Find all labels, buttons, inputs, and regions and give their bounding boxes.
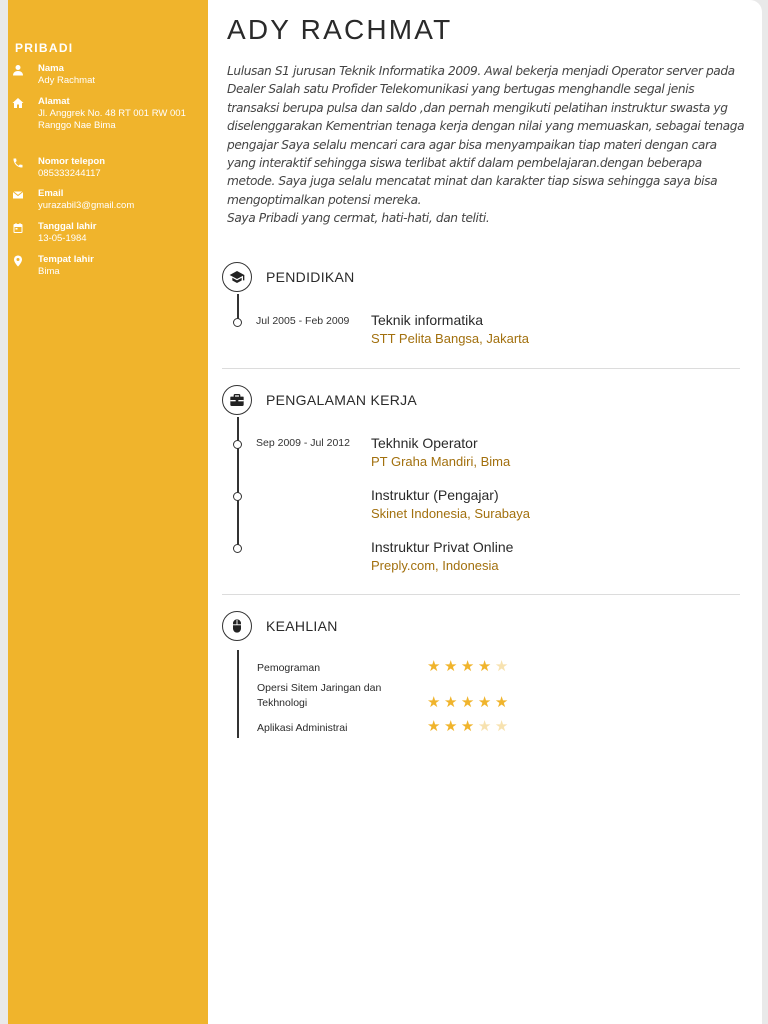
sidebar-label: Alamat [38, 96, 70, 107]
sidebar [8, 0, 208, 1024]
star-filled-icon: ★ [460, 694, 478, 711]
person-name: ADY RACHMAT [227, 14, 453, 45]
section-title-education: PENDIDIKAN [266, 269, 355, 285]
sidebar-heading: PRIBADI [15, 41, 74, 55]
entry-date: Sep 2009 - Jul 2012 [256, 437, 350, 449]
briefcase-icon [222, 385, 252, 415]
section-divider [222, 594, 740, 595]
sidebar-label: Tempat lahir [38, 254, 94, 265]
entry-date: Jul 2005 - Feb 2009 [256, 315, 350, 327]
star-filled-icon: ★ [460, 658, 478, 675]
timeline-dot [233, 492, 242, 501]
timeline-dot [233, 544, 242, 553]
email-icon [12, 189, 26, 203]
skill-name: Opersi Sitem Jaringan dan Tekhnologi [257, 682, 382, 709]
skill-name: Pemograman [257, 662, 321, 674]
phone-icon [12, 157, 26, 171]
timeline-dot [233, 440, 242, 449]
entry-role: Instruktur Privat Online [371, 539, 514, 555]
location-pin-icon [12, 255, 26, 269]
star-empty-icon: ★ [494, 718, 512, 735]
sidebar-label: Nama [38, 63, 64, 74]
entry-organization: STT Pelita Bangsa, Jakarta [371, 331, 530, 346]
summary-paragraph: Saya Pribadi yang cermat, hati-hati, dan teliti. [227, 211, 490, 226]
star-filled-icon: ★ [494, 694, 512, 711]
star-filled-icon: ★ [443, 694, 461, 711]
main-content [208, 0, 762, 1024]
sidebar-value: yurazabil3@gmail.com [38, 200, 135, 211]
skill-rating [427, 717, 512, 735]
calendar-icon [12, 222, 26, 236]
entry-role: Instruktur (Pengajar) [371, 487, 499, 503]
summary-paragraph: Lulusan S1 jurusan Teknik Informatika 2009. Awal bekerja menjadi Operator server pada Dealer Salah satu Profider Telekomunikasi yang bertugas menghandle segal jenis transaksi berupa pulsa dan saldo ,dan pernah mengikuti pelatihan instruktur swasta yg diselenggarakan Kementrian tenaga kerja dengan nilai yang memuaskan, sebagai tenaga pengajar Saya selalu mencari cara agar bisa menyampaikan tiap materi dengan cara yang interaktif sehingga siswa terlibat aktif dalam pembelajaran.dengan beberapa metode. Saya juga selalu mencatat minat dan karakter tiap siswa sehingga saya bisa mengoptimalkan potensi mereka. [227, 64, 745, 207]
skill-rating [427, 657, 512, 675]
entry-organization: Preply.com, Indonesia [371, 558, 499, 573]
person-icon [12, 64, 26, 78]
home-icon [12, 97, 26, 111]
skill-rating [427, 693, 512, 711]
entry-role: Tekhnik Operator [371, 435, 478, 451]
timeline-dot [233, 318, 242, 327]
section-title-skills: KEAHLIAN [266, 618, 338, 634]
star-filled-icon: ★ [427, 718, 444, 735]
section-title-experience: PENGALAMAN KERJA [266, 392, 418, 408]
timeline-line [237, 650, 239, 738]
section-divider [222, 368, 740, 369]
star-filled-icon: ★ [427, 658, 444, 675]
sidebar-value: Bima [38, 266, 60, 277]
entry-organization: PT Graha Mandiri, Bima [371, 454, 511, 469]
resume-page [8, 0, 762, 1024]
star-filled-icon: ★ [477, 694, 495, 711]
star-filled-icon: ★ [443, 658, 461, 675]
sidebar-label: Email [38, 188, 64, 199]
sidebar-value: Jl. Anggrek No. 48 RT 001 RW 001 Ranggo Nae Bima [38, 108, 186, 131]
star-empty-icon: ★ [494, 658, 512, 675]
timeline-line [237, 417, 239, 550]
skill-name: Aplikasi Administrai [257, 722, 348, 734]
sidebar-value: 085333244117 [38, 168, 101, 179]
graduation-cap-icon [222, 262, 252, 292]
star-empty-icon: ★ [477, 718, 495, 735]
mouse-icon [222, 611, 252, 641]
star-filled-icon: ★ [477, 658, 495, 675]
sidebar-label: Nomor telepon [38, 156, 106, 167]
sidebar-value: 13-05-1984 [38, 233, 87, 244]
star-filled-icon: ★ [443, 718, 461, 735]
sidebar-value: Ady Rachmat [38, 75, 96, 86]
entry-role: Teknik informatika [371, 312, 484, 328]
star-filled-icon: ★ [460, 718, 478, 735]
profile-summary [227, 62, 747, 228]
sidebar-label: Tanggal lahir [38, 221, 97, 232]
star-filled-icon: ★ [427, 694, 444, 711]
entry-organization: Skinet Indonesia, Surabaya [371, 506, 530, 521]
